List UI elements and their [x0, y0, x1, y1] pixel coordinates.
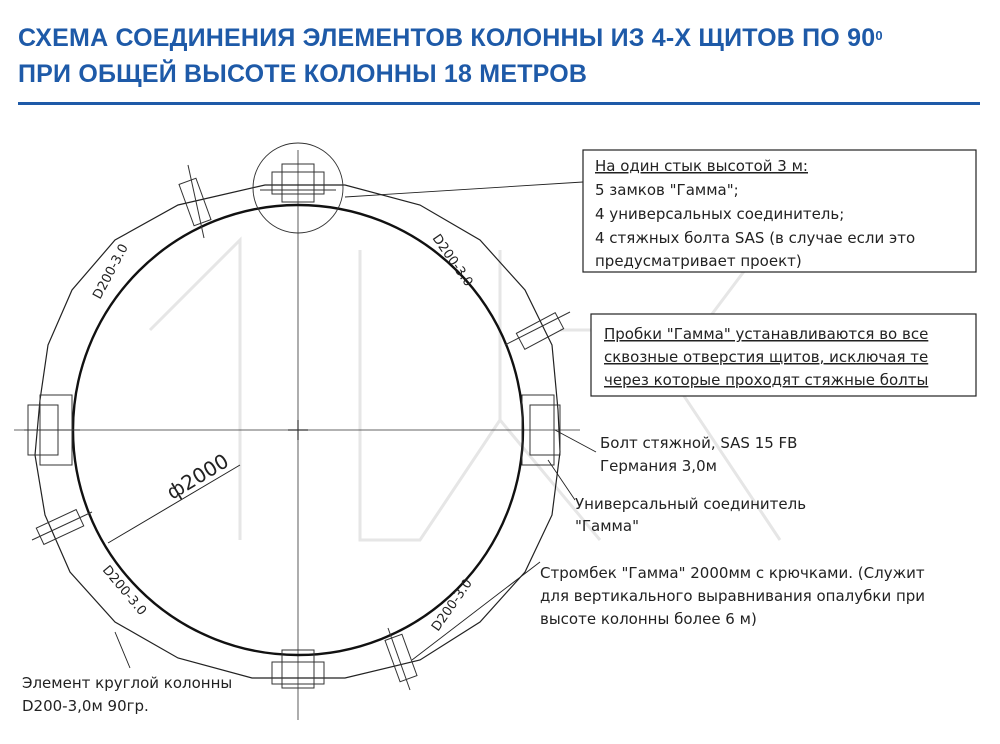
- strongback-line-1: Стромбек "Гамма" 2000мм с крючками. (Служит: [540, 564, 925, 582]
- page-title-line-2: ПРИ ОБЩЕЙ ВЫСОТЕ КОЛОННЫ 18 МЕТРОВ: [18, 60, 588, 88]
- note-joint-line-1: 5 замков "Гамма";: [595, 181, 739, 199]
- callout-tie-bolt: [555, 430, 797, 475]
- note-joint-line-3: 4 стяжных болта SAS (в случае если это: [595, 229, 916, 247]
- note-joint-line-2: 4 универсальных соединитель;: [595, 205, 845, 223]
- degree-superscript: 0: [875, 28, 883, 43]
- strongback-line-2: для вертикального выравнивания опалубки при: [540, 587, 926, 605]
- tie-bolt-line-2: Германия 3,0м: [600, 457, 717, 475]
- note-joint-line-4: предусматривает проект): [595, 252, 802, 270]
- strongback-line-3: высоте колонны более 6 м): [540, 610, 757, 628]
- connector-line-2: "Гамма": [575, 517, 639, 535]
- segment-label-bottom-right: D200-3.0: [428, 576, 476, 635]
- segment-label-top-left: D200-3.0: [90, 241, 132, 302]
- segment-label-bottom-left: D200-3.0: [98, 562, 150, 619]
- connector-line-1: Универсальный соединитель: [575, 495, 807, 513]
- universal-connector-bottom-right: [385, 628, 417, 690]
- universal-connector-right-upper: [505, 312, 570, 349]
- segment-label-top-right: D200-3.0: [428, 231, 476, 290]
- note-plugs-line-2: сквозные отверстия щитов, исключая те: [604, 348, 929, 366]
- callout-strongback: [412, 562, 925, 660]
- universal-connector-left-lower: [32, 510, 92, 545]
- gamma-lock-left: [24, 395, 80, 465]
- element-line-2: D200-3,0м 90гр.: [22, 697, 149, 715]
- note-plugs-line-1: Пробки "Гамма" устанавливаются во все: [604, 325, 929, 343]
- note-joint-heading: На один стык высотой 3 м:: [595, 157, 808, 175]
- note-plugs-line-3: через которые проходят стяжные болты: [604, 371, 929, 389]
- tie-bolt-line-1: Болт стяжной, SAS 15 FB: [600, 434, 798, 452]
- note-gamma-plugs: [591, 314, 976, 396]
- callout-column-element: [22, 632, 232, 715]
- page-title-line-1: СХЕМА СОЕДИНЕНИЯ ЭЛЕМЕНТОВ КОЛОННЫ ИЗ 4-Х ЩИТОВ ПО $90^0$: [18, 24, 883, 52]
- element-line-1: Элемент круглой колонны: [22, 674, 233, 692]
- diameter-dimension: [108, 449, 240, 543]
- center-axes: [14, 150, 580, 720]
- diameter-label: ф2000: [162, 448, 233, 505]
